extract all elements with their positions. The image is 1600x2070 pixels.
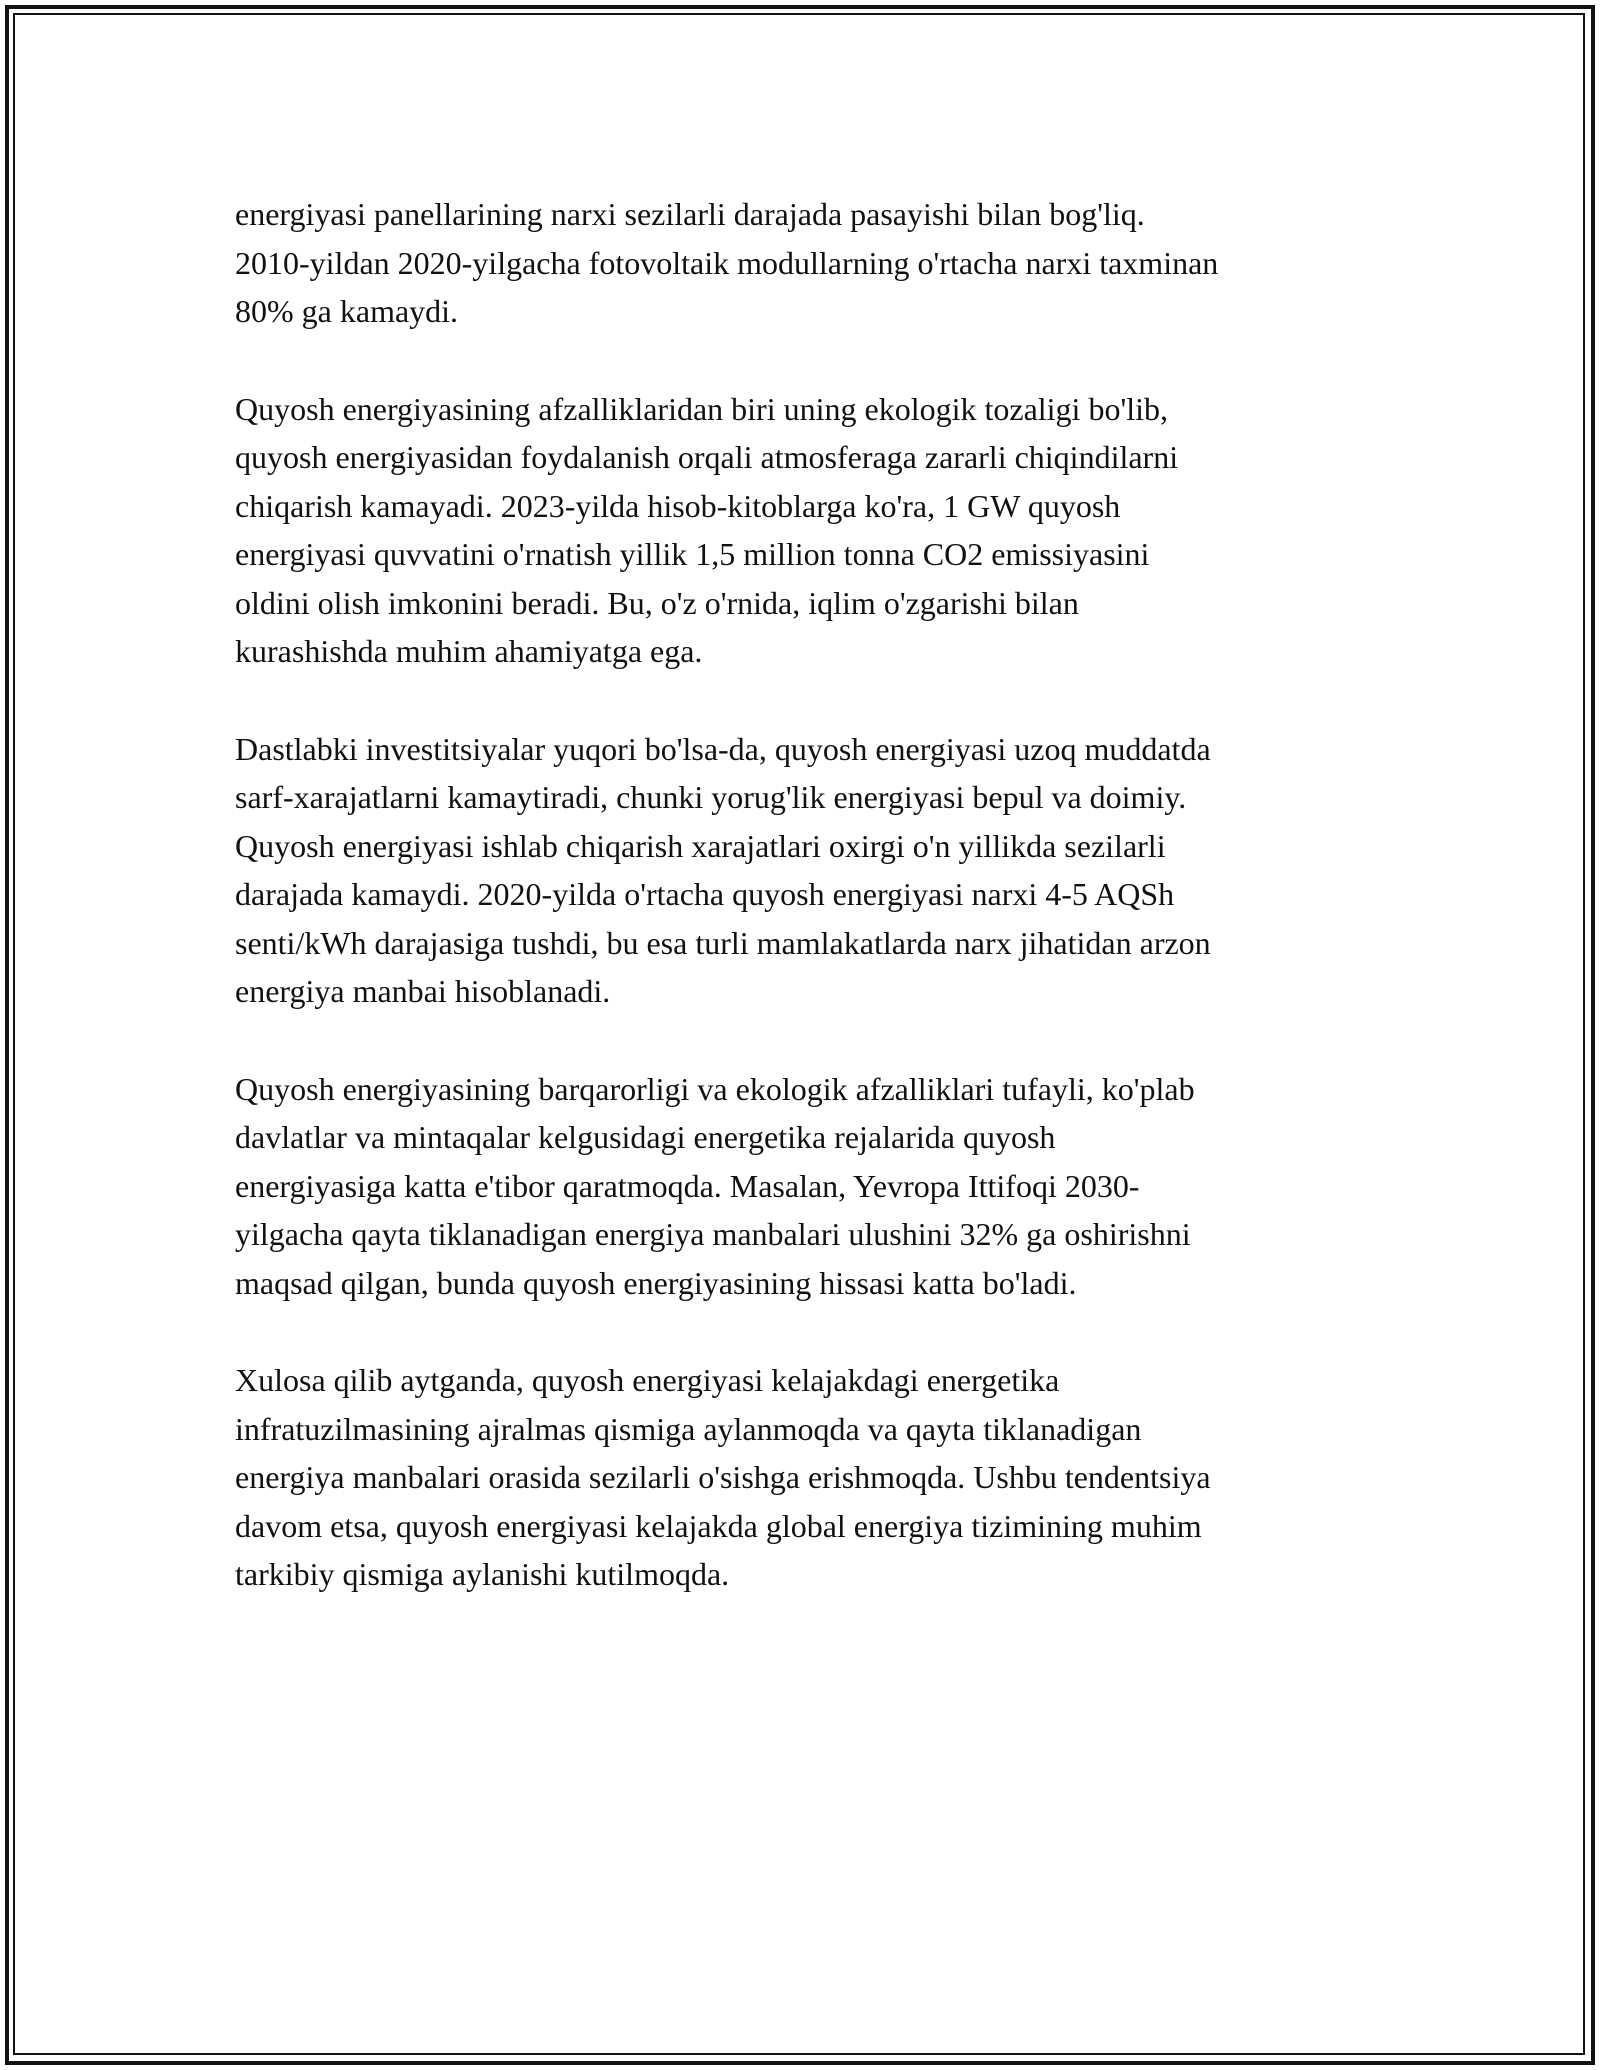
- paragraph-5: Xulosa qilib aytganda, quyosh energiyasi kelajakdagi energetika infratuzilmasining ajralmas qismiga aylanmoqda va qayta tiklanadigan energiya manbalari orasida sezilarli o'sishga erishmoqda. Ushbu tendentsiya davom etsa, quyosh energiyasi kelajakda global energiya tizimining muhim tarkibiy qismiga aylanishi kutilmoqda.: [235, 1362, 1211, 1592]
- paragraph-2: Quyosh energiyasining afzalliklaridan biri uning ekologik tozaligi bo'lib, quyosh energiyasidan foydalanish orqali atmosferaga zararli chiqindilarni chiqarish kamayadi. 2023-yilda hisob-kitoblarga ko'ra, 1 GW quyosh energiyasi quvvatini o'rnatish yillik 1,5 million tonna CO2 emissiyasini oldini olish imkonini beradi. Bu, o'z o'rnida, iqlim o'zgarishi bilan kurashishda muhim ahamiyatga ega.: [235, 390, 1179, 669]
- paragraph-1: energiyasi panellarining narxi sezilarli darajada pasayishi bilan bog'liq. 2010-yildan 2020-yilgacha fotovoltaik modullarning o'rtacha narxi taxminan 80% ga kamaydi.: [235, 196, 1219, 329]
- paragraph-4: Quyosh energiyasining barqarorligi va ekologik afzalliklari tufayli, ko'plab davlatlar va mintaqalar kelgusidagi energetika rejalarida quyosh energiyasiga katta e'tibor qaratmoqda. Masalan, Yevropa Ittifoqi 2030- yilgacha qayta tiklanadigan energiya manbalari ulushini 32% ga oshirishni maqsad qilgan, bunda quyosh energiyasining hissasi katta bo'ladi.: [235, 1070, 1195, 1301]
- document-body: [235, 190, 1370, 1648]
- paragraph-3: Dastlabki investitsiyalar yuqori bo'lsa-da, quyosh energiyasi uzoq muddatda sarf-xarajatlarni kamaytiradi, chunki yorug'lik energiyasi bepul va doimiy. Quyosh energiyasi ishlab chiqarish xarajatlari oxirgi o'n yillikda sezilarli darajada kamaydi. 2020-yilda o'rtacha quyosh energiyasi narxi 4-5 AQSh senti/kWh darajasiga tushdi, bu esa turli mamlakatlarda narx jihatidan arzon energiya manbai hisoblanadi.: [235, 730, 1211, 1009]
